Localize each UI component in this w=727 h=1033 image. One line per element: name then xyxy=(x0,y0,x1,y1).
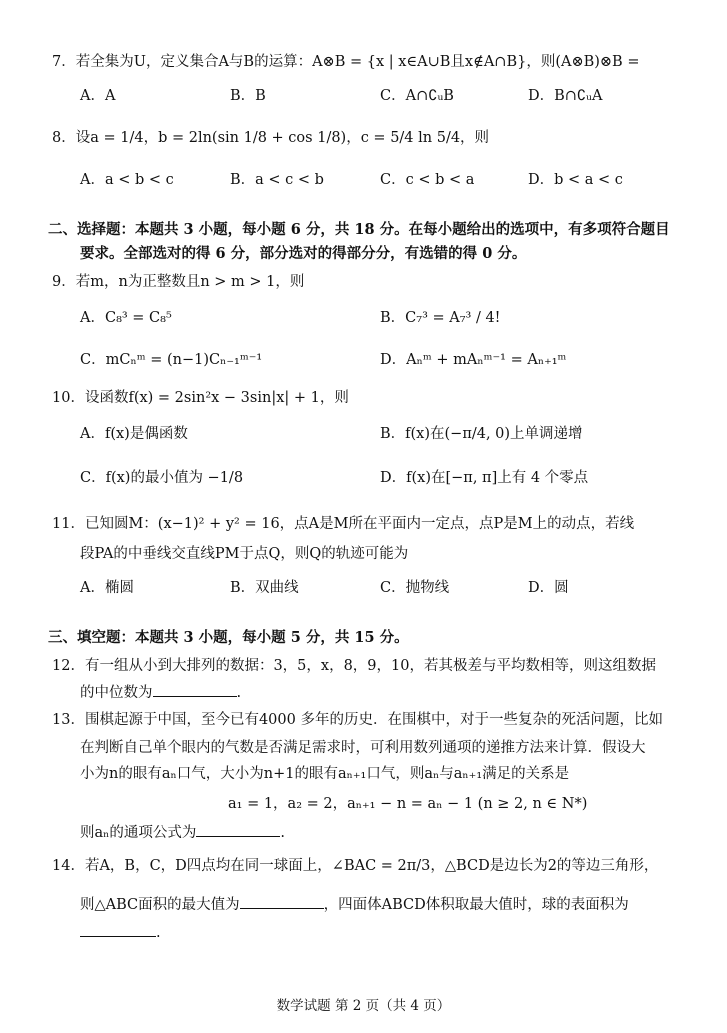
q8-option-d: D．b < a < c xyxy=(528,172,623,188)
q7-option-a: A．A xyxy=(80,88,116,104)
section-3-heading: 三、填空题：本题共 3 小题，每小题 5 分，共 15 分。 xyxy=(48,629,409,646)
page-footer: 数学试题 第 2 页（共 4 页） xyxy=(276,998,451,1014)
q7-option-c: C．A∩∁ᵤB xyxy=(380,88,454,104)
q10-option-a: A．f(x)是偶函数 xyxy=(80,426,188,442)
q9-option-c: C．mCₙᵐ = (n−1)Cₙ₋₁ᵐ⁻¹ xyxy=(80,352,263,368)
q10-option-c: C．f(x)的最小值为 −1/8 xyxy=(80,470,244,486)
q14-answer-blank-1[interactable] xyxy=(240,894,324,909)
question-14-stem-l2 xyxy=(80,894,629,915)
question-14-stem: 14．若A，B，C，D四点均在同一球面上，∠BAC = 2π/3，△BCD是边长为2的等边三角形， xyxy=(52,858,659,874)
q9-option-a: A．C₈³ = C₈⁵ xyxy=(80,310,172,326)
q7-option-b: B．B xyxy=(230,88,266,104)
q10-option-d: D．f(x)在[−π, π]上有 4 个零点 xyxy=(380,470,589,486)
question-7-stem: 7．若全集为U，定义集合A与B的运算：A⊗B = {x | x∈A∪B且x∉A∩B}，则(A⊗B)⊗B = xyxy=(52,54,640,70)
q12-answer-blank[interactable] xyxy=(153,682,237,697)
q14-answer-blank-2[interactable] xyxy=(80,922,156,937)
q11-option-d: D．圆 xyxy=(528,580,569,596)
q8-option-b: B．a < c < b xyxy=(230,172,324,188)
q11-option-c: C．抛物线 xyxy=(380,580,450,596)
section-2-heading: 二、选择题：本题共 3 小题，每小题 6 分，共 18 分。在每小题给出的选项中，有多项符合题目 xyxy=(48,221,670,238)
q14-prefix-b: ，四面体ABCD体积取最大值时，球的表面积为 xyxy=(323,897,629,913)
q13-answer-blank[interactable] xyxy=(196,822,280,837)
question-13-formula: a₁ = 1，a₂ = 2，aₙ₊₁ − n = aₙ − 1 (n ≥ 2, n ∈ N*) xyxy=(228,796,588,812)
q13-prefix: 则aₙ的通项公式为 xyxy=(80,825,197,841)
question-13-stem-l2: 在判断自己单个眼内的气数是否满足需求时，可利用数列通项的递推方法来计算．假设大 xyxy=(80,740,646,756)
q9-option-d: D．Aₙᵐ + mAₙᵐ⁻¹ = Aₙ₊₁ᵐ xyxy=(380,352,567,368)
question-13-stem-l4: 则aₙ的通项公式为 . xyxy=(80,822,285,843)
q11-option-b: B．双曲线 xyxy=(230,580,299,596)
q8-option-a: A．a < b < c xyxy=(80,172,174,188)
q11-option-a: A．椭圆 xyxy=(80,580,134,596)
q7-option-d: D．B∩∁ᵤA xyxy=(528,88,603,104)
question-14-stem-l3: . xyxy=(80,922,161,943)
section-2-heading-cont: 要求。全部选对的得 6 分，部分选对的得部分分，有选错的得 0 分。 xyxy=(80,245,527,262)
question-12-stem-cont: 的中位数为 . xyxy=(80,682,241,703)
q12-prefix: 的中位数为 xyxy=(80,685,153,701)
q10-option-b: B．f(x)在(−π/4, 0)上单调递增 xyxy=(380,426,583,442)
q8-option-c: C．c < b < a xyxy=(380,172,475,188)
q9-option-b: B．C₇³ = A₇³ / 4! xyxy=(380,310,501,326)
question-10-stem: 10．设函数f(x) = 2sin²x − 3sin|x| + 1，则 xyxy=(52,390,349,406)
question-9-stem: 9．若m，n为正整数且n > m > 1，则 xyxy=(52,274,305,290)
question-11-stem: 11．已知圆M：(x−1)² + y² = 16，点A是M所在平面内一定点，点P是M上的动点，若线 xyxy=(52,516,635,532)
question-11-stem-cont: 段PA的中垂线交直线PM于点Q，则Q的轨迹可能为 xyxy=(80,546,409,562)
question-8-stem: 8．设a = 1/4，b = 2ln(sin 1/8 + cos 1/8)，c = 5/4 ln 5/4，则 xyxy=(52,130,490,146)
question-13-stem: 13．围棋起源于中国，至今已有4000 多年的历史．在围棋中，对于一些复杂的死活问题，比如 xyxy=(52,712,663,728)
question-13-stem-l3: 小为n的眼有aₙ口气，大小为n+1的眼有aₙ₊₁口气，则aₙ与aₙ₊₁满足的关系是 xyxy=(80,766,570,782)
q14-prefix-a: 则△ABC面积的最大值为 xyxy=(80,897,240,913)
question-12-stem: 12．有一组从小到大排列的数据：3，5，x，8，9，10，若其极差与平均数相等，则这组数据 xyxy=(52,658,656,674)
